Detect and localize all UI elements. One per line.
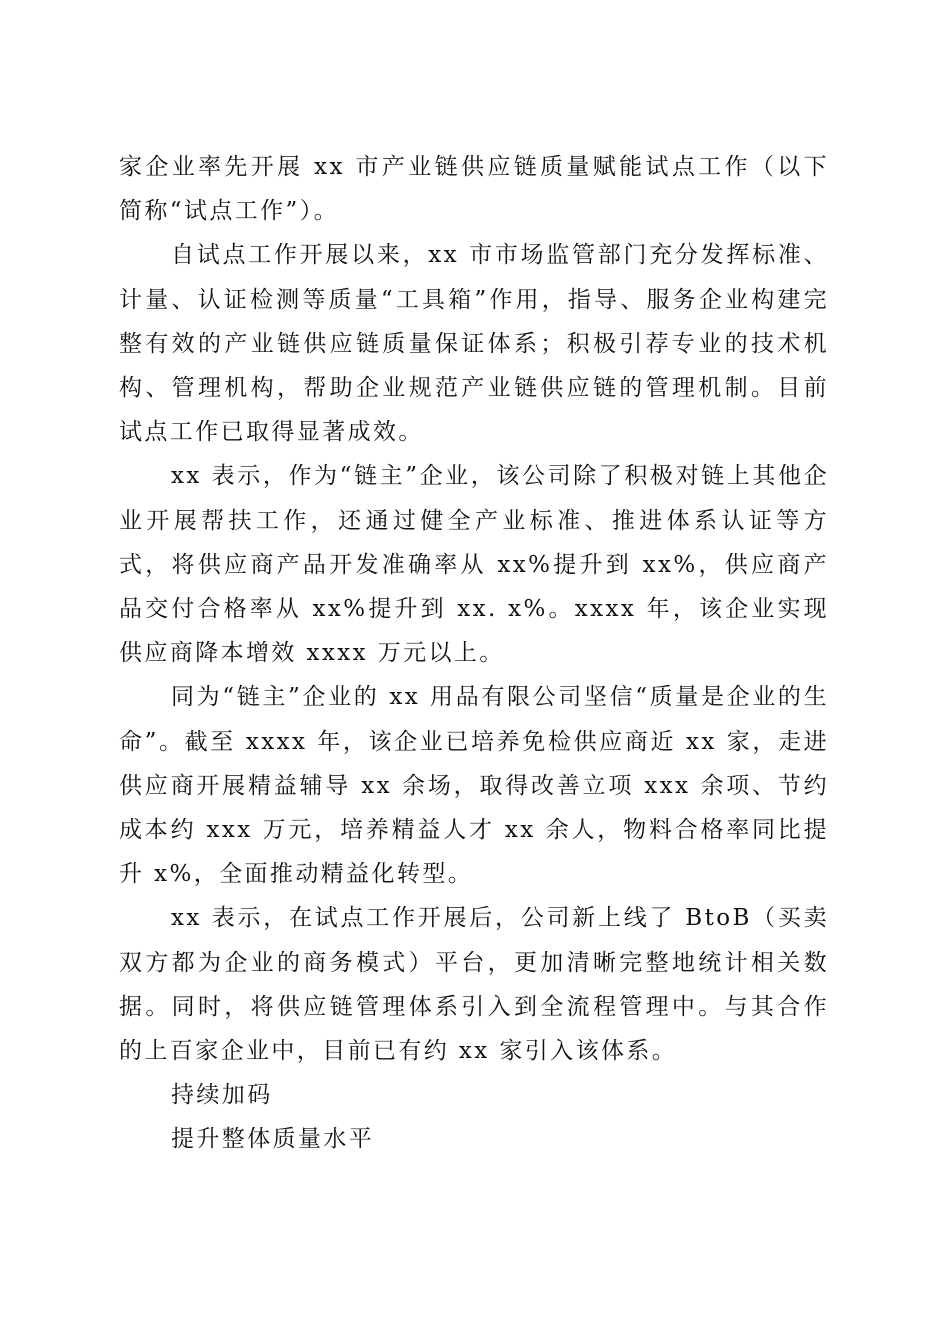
paragraph-btob-platform: xx 表示，在试点工作开展后，公司新上线了 BtoB（买卖双方都为企业的商务模式）平台，更加清晰完整地统计相关数据。同时，将供应链管理体系引入到全流程管理中。与其合作的上百家企业中，目前已有约 xx 家引入该体系。 xyxy=(119,905,829,1065)
paragraph-supplies-company: 同为“链主”企业的 xx 用品有限公司坚信“质量是企业的生命”。截至 xxxx 年，该企业已培养免检供应商近 xx 家，走进供应商开展精益辅导 xx 余场，取得改善立项 xxx 余项、节约成本约 xxx 万元，培养精益人才 xx 余人，物料合格率同比提升 x%，全面推动精益化转型。 xyxy=(119,684,829,888)
paragraph-chain-leader: xx 表示，作为“链主”企业，该公司除了积极对链上其他企业开展帮扶工作，还通过健全产业标准、推进体系认证等方式，将供应商产品开发准确率从 xx%提升到 xx%，供应商产品交付合格率从 xx%提升到 xx. x%。xxxx 年，该企业实现供应商降本增效 xxxx 万元以上。 xyxy=(119,463,829,667)
paragraph-pilot-work: 自试点工作开展以来，xx 市市场监管部门充分发挥标准、计量、认证检测等质量“工具箱”作用，指导、服务企业构建完整有效的产业链供应链质量保证体系；积极引荐专业的技术机构、管理机构，帮助企业规范产业链供应链的管理机制。目前试点工作已取得显著成效。 xyxy=(119,242,829,446)
section-heading-line-2: 提升整体质量水平 xyxy=(171,1126,375,1153)
document-body xyxy=(119,145,829,1162)
paragraph-continuation: 家企业率先开展 xx 市产业链供应链质量赋能试点工作（以下简称“试点工作”）。 xyxy=(119,154,829,225)
section-heading-line-1: 持续加码 xyxy=(171,1082,273,1109)
